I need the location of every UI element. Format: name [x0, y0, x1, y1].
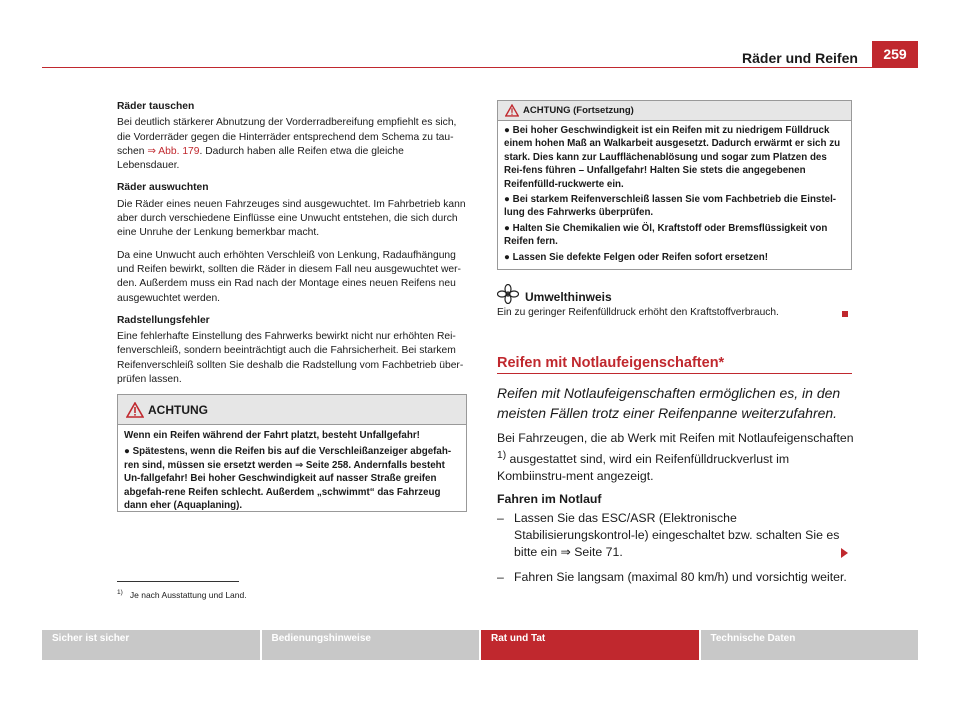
warning-text: ● Spätestens, wenn die Reifen bis auf die Verschleißanzeiger abgefah-ren sind, müssen sie ersetzt werden ⇒ Seite 258. Andernfalls besteht Un-fallgefahr! Bei hoher Geschwindigkeit auf nasser Straße greifen abgefah-rene Reifen schlecht. Außerdem „schwimmt“ das Fahrzeug dann eher (Aquaplaning).	[124, 446, 452, 512]
eco-text: Ein zu geringer Reifenfülldruck erhöht den Kraftstoffverbrauch.	[497, 307, 779, 318]
section-heading: Radstellungsfehler	[117, 314, 210, 326]
section-divider	[497, 373, 852, 374]
list-item: – Lassen Sie das ESC/ASR (Elektronische Stabilisierungskontrol-le) eingeschaltet bzw. schalten Sie es bitte ein ⇒ Seite 71.	[497, 511, 840, 560]
warning-box-continued	[497, 100, 852, 270]
left-column	[117, 100, 467, 395]
warning-text: Wenn ein Reifen während der Fahrt platzt, besteht Unfallgefahr!	[124, 430, 420, 441]
warning-box	[117, 394, 467, 512]
footnote: $^{1)}$ Je nach Ausstattung und Land.	[117, 589, 247, 600]
paragraph: Bei deutlich stärkerer Abnutzung der Vorderradbereifung empfiehlt es sich, die Vorderräder gegen die Hinterräder entsprechend dem Schema zu tau-schen ⇒ Abb. 179. Dadurch haben alle Reifen etwa die gleiche Lebensdauer.	[117, 117, 457, 172]
page-header-title: Räder und Reifen	[742, 50, 858, 66]
paragraph: Die Räder eines neuen Fahrzeuges sind ausgewuchtet. Im Fahrbetrieb kann aber durch verschiedene Einflüsse eine Unwucht entstehen, die sich durch eine Unruhe der Lenkung bemerkbar macht.	[117, 198, 466, 239]
subheading: Fahren im Notlauf	[497, 492, 602, 507]
right-body	[497, 430, 857, 594]
warning-header	[498, 101, 851, 121]
warning-bullet: ● Bei starkem Reifenverschleiß lassen Sie vom Fachbetrieb die Einstel-lung des Fahrwerks überprüfen.	[504, 194, 837, 219]
section-heading: Räder auswuchten	[117, 182, 209, 194]
footnote-ref: 1)	[497, 450, 507, 461]
paragraph: Da eine Unwucht auch erhöhten Verschleiß von Lenkung, Radaufhängung und Reifen bewirkt, sollten die Räder in diesem Fall neu ausgewuchtet wer-den. Außerdem muss ein Rad nach der Montage eines neuen Reifens neu ausgewuchtet werden.	[117, 249, 461, 304]
eco-title: Umwelthinweis	[525, 290, 612, 304]
footer-tab-active[interactable]: Rat und Tat	[481, 630, 699, 660]
warning-bullet: ● Lassen Sie defekte Felgen oder Reifen sofort ersetzen!	[504, 251, 768, 263]
footer-tab[interactable]: Technische Daten	[701, 630, 919, 660]
warning-header	[118, 395, 466, 425]
section-title: Reifen mit Notlaufeigenschaften*	[497, 355, 725, 371]
page-number: 259	[872, 41, 918, 67]
eco-flower-icon	[497, 284, 519, 309]
paragraph: Eine fehlerhafte Einstellung des Fahrwerks bewirkt nicht nur erhöhten Rei-fenverschleiß, sondern beeinträchtigt auch die Fahrsicherheit. Bei starkem Reifenverschleiß sollten Sie deshalb die Radstellung vom Fachbetrieb über-prüfen lassen.	[117, 331, 464, 386]
warning-bullet: ● Halten Sie Chemikalien wie Öl, Kraftstoff oder Bremsflüssigkeit von Reifen fern.	[504, 222, 828, 248]
continue-arrow-icon	[841, 548, 848, 558]
paragraph: Bei Fahrzeugen, die ab Werk mit Reifen mit Notlaufeigenschaften $^{1)}$ ausgestattet sind, wird ein Reifenfülldruckverlust im Kombiinstru-ment angezeigt.	[497, 431, 854, 484]
footer-tab[interactable]: Bedienungshinweise	[262, 630, 480, 660]
warning-title: ACHTUNG (Fortsetzung)	[523, 105, 634, 116]
footnote-divider	[117, 581, 239, 582]
footer-tab[interactable]: Sicher ist sicher	[42, 630, 260, 660]
warning-title: ACHTUNG	[148, 403, 208, 417]
end-marker	[842, 311, 848, 317]
warning-bullet: ● Bei hoher Geschwindigkeit ist ein Reifen mit zu niedrigem Fülldruck einem hohen Maß an Walkarbeit ausgesetzt. Dadurch erwärmt er sich zu stark. Dies kann zur Laufflächenablösung und sogar zum Platzen des Rei-fens führen – Unfallgefahr! Halten Sie stets die angegebenen Reifenfülld-ruckwerte ein.	[504, 125, 841, 190]
header-divider	[42, 67, 918, 68]
section-heading: Räder tauschen	[117, 101, 195, 112]
list-item: – Fahren Sie langsam (maximal 80 km/h) und vorsichtig weiter.	[497, 570, 847, 585]
footer-nav	[42, 630, 918, 660]
figure-link[interactable]: ⇒ Abb. 179	[147, 145, 200, 157]
lead-text: Reifen mit Notlaufeigenschaften ermöglichen es, in den meisten Fällen trotz einer Reifenpanne weiterzufahren.	[497, 385, 841, 421]
